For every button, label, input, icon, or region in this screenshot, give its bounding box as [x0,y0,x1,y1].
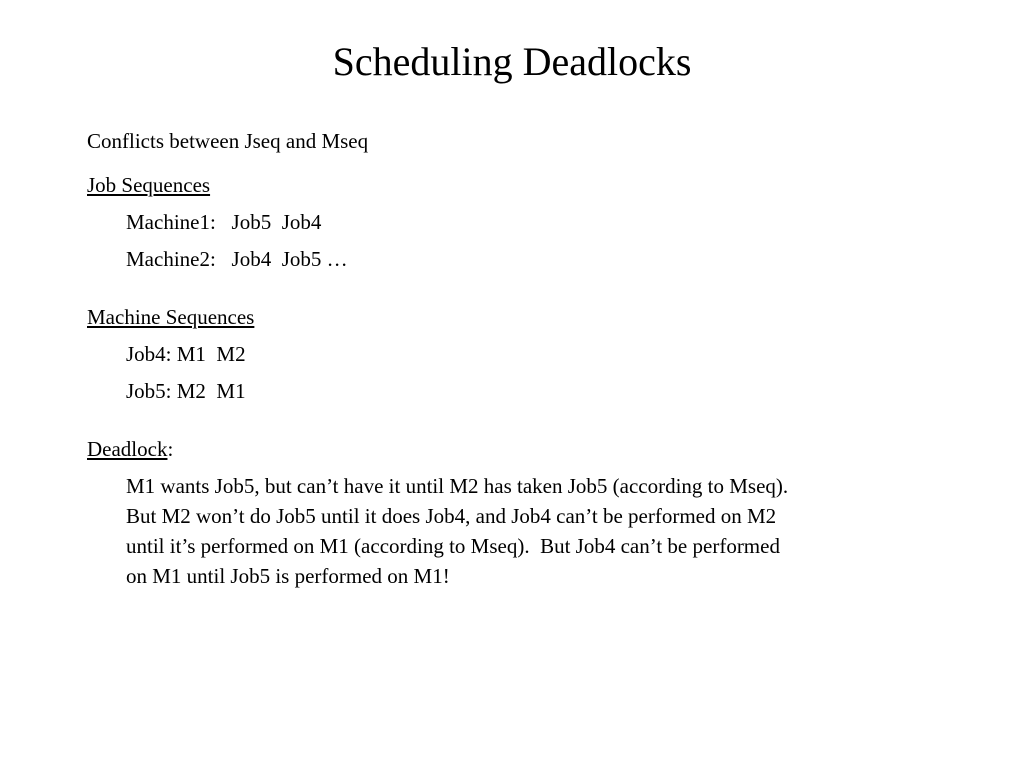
intro-text: Conflicts between Jseq and Mseq [87,129,369,153]
spacer [87,406,967,434]
job-sequences-heading: Job Sequences [87,173,211,197]
job-sequence-machine1: Machine1: Job5 Job4 [126,210,322,234]
machine-sequence-job5: Job5: M2 M1 [126,379,246,403]
machine-sequence-job4: Job4: M1 M2 [126,342,246,366]
deadlock-line-2: But M2 won’t do Job5 until it does Job4, and Job4 can’t be performed on M2 [126,504,777,528]
job-sequence-machine2: Machine2: Job4 Job5 … [126,247,348,271]
deadlock-line-1: M1 wants Job5, but can’t have it until M2 has taken Job5 (according to Mseq). [126,474,789,498]
spacer [87,274,967,302]
deadlock-line-3: until it’s performed on M1 (according to Mseq). But Job4 can’t be performed [126,534,780,558]
slide-body [87,126,967,591]
deadlock-line-4: on M1 until Job5 is performed on M1! [126,564,450,588]
deadlock-heading-line [87,434,967,464]
slide-title: Scheduling Deadlocks [332,39,692,84]
machine-sequences-heading: Machine Sequences [87,305,255,329]
spacer [87,156,967,170]
deadlock-colon: : [167,437,174,461]
deadlock-heading: Deadlock [87,437,168,461]
deadlock-paragraph [87,471,946,591]
